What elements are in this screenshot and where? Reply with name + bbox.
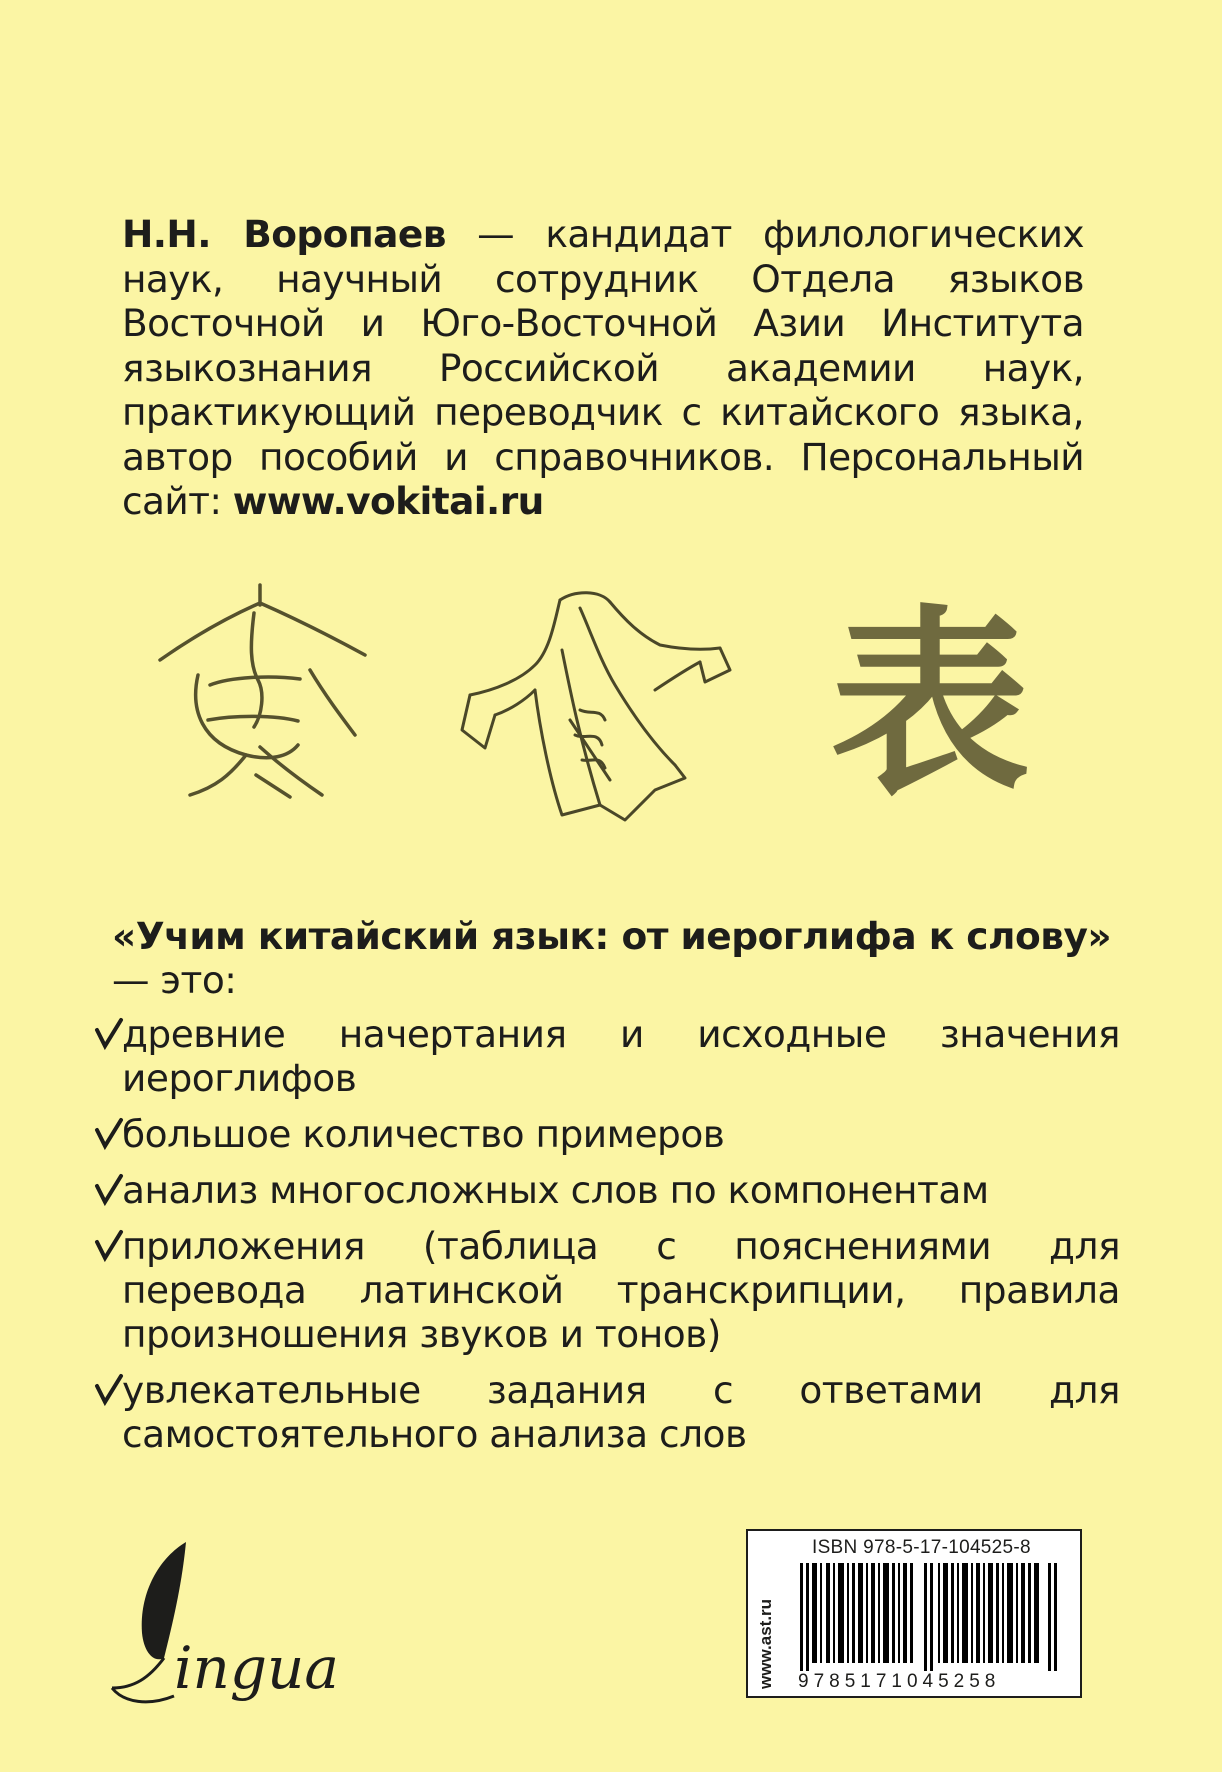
author-description: — кандидат филологических наук, научный сотрудник Отдела языков Восточной и Юго-Восточной Азии Института языкознания Российской академии наук, практикующий переводчик с китайского языка, автор пособий и справочников. Персональный сайт: — [122, 212, 1084, 523]
headline-suffix: — это: — [112, 958, 237, 1002]
list-item-text: большое количество примеров — [122, 1112, 725, 1156]
author-website[interactable]: www.vokitai.ru — [232, 479, 544, 523]
author-bio — [122, 212, 1084, 524]
features-headline — [112, 914, 1120, 1002]
barcode-icon — [800, 1563, 1060, 1671]
features-list — [112, 1012, 1120, 1456]
modern-character: 表 — [830, 587, 1031, 822]
check-icon — [94, 1172, 124, 1208]
book-features — [112, 914, 1120, 1468]
list-item — [100, 1112, 1120, 1156]
publisher-site: www.ast.ru — [756, 1598, 775, 1689]
check-icon — [94, 1016, 124, 1052]
ean-number: 9785171045258 — [798, 1671, 1001, 1692]
check-icon — [94, 1372, 124, 1408]
list-item — [100, 1368, 1120, 1456]
character-evolution — [150, 585, 1050, 845]
robe-illustration-icon — [450, 590, 740, 830]
book-title: «Учим китайский язык: от иероглифа к слову» — [112, 914, 1112, 958]
barcode-panel — [746, 1529, 1082, 1698]
list-item-text: анализ многосложных слов по компонентам — [122, 1168, 989, 1212]
list-item — [100, 1168, 1120, 1212]
logo-text: ingua — [174, 1634, 339, 1702]
list-item-text: древние начертания и исходные значения иероглифов — [122, 1012, 1120, 1100]
list-item — [100, 1012, 1120, 1100]
ancient-glyph-icon — [150, 575, 370, 805]
list-item-text: увлекательные задания с ответами для самостоятельного анализа слов — [122, 1368, 1120, 1456]
isbn-label: ISBN 978-5-17-104525-8 — [812, 1537, 1031, 1558]
check-icon — [94, 1116, 124, 1152]
check-icon — [94, 1228, 124, 1264]
author-name: Н.Н. Воропаев — [122, 212, 446, 256]
lingua-logo — [104, 1538, 364, 1713]
list-item-text: приложения (таблица с пояснениями для перевода латинской транскрипции, правила произношения звуков и тонов) — [122, 1224, 1120, 1356]
list-item — [100, 1224, 1120, 1356]
